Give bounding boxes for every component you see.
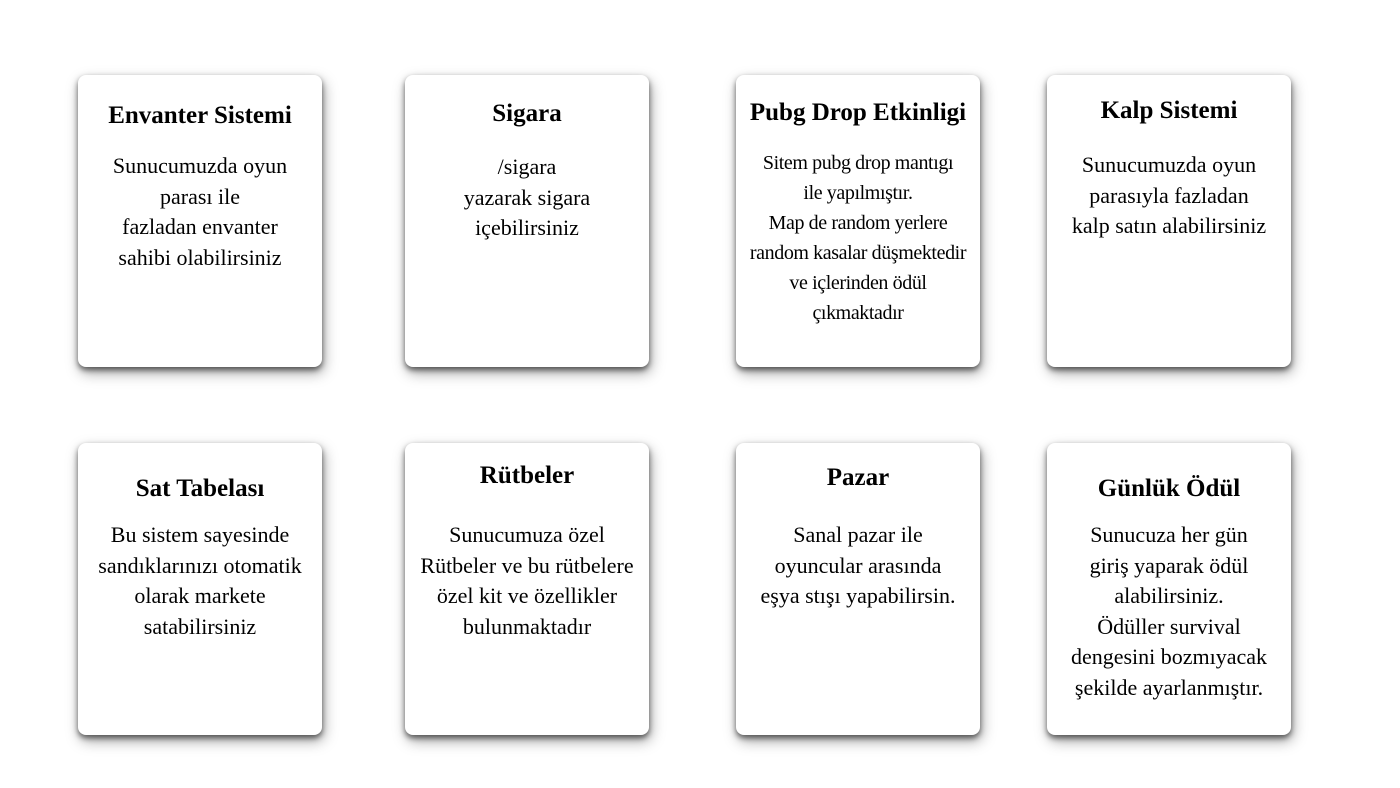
card-title: Rütbeler [479,462,575,489]
card-gunluk-odul [1047,443,1291,735]
card-description: Sunucumuzda oyun parasıyla fazladan kalp satın alabilirsiniz [1071,152,1267,238]
card-title: Pubg Drop Etkinligi [749,99,967,126]
card-title: Kalp Sistemi [1100,97,1238,124]
card-title: Sigara [492,100,562,127]
card-title: Günlük Ödül [1097,475,1241,502]
card-kalp-sistemi [1047,75,1291,367]
card-pazar [736,443,980,735]
card-sat-tabelasi [78,443,322,735]
card-envanter-sistemi [78,75,322,367]
card-rutbeler [405,443,649,735]
card-title: Envanter Sistemi [108,102,292,129]
card-description: Sunucumuzda oyun parası ile fazladan envanter sahibi olabilirsiniz [112,153,288,270]
card-description: Sunucumuza özel Rütbeler ve bu rütbelere özel kit ve özellikler bulunmaktadır [420,522,634,639]
card-description: Sunucuza her gün giriş yaparak ödül alabilirsiniz. Ödüller survival dengesini bozmıyacak şekilde ayarlanmıştır. [1070,522,1268,700]
card-title: Sat Tabelası [135,475,265,502]
card-description: Sitem pubg drop mantıgı ile yapılmıştır. Map de random yerlere random kasalar düşmektedir ve içlerinden ödül çıkmaktadır [749,152,967,324]
card-pubg-drop-etkinligi [736,75,980,367]
card-title: Pazar [826,464,890,491]
card-description: /sigara yazarak sigara içebilirsiniz [463,154,591,240]
card-description: Bu sistem sayesinde sandıklarınızı otomatik olarak markete satabilirsiniz [98,522,302,639]
card-sigara [405,75,649,367]
card-description: Sanal pazar ile oyuncular arasında eşya stışı yapabilirsin. [760,522,956,608]
